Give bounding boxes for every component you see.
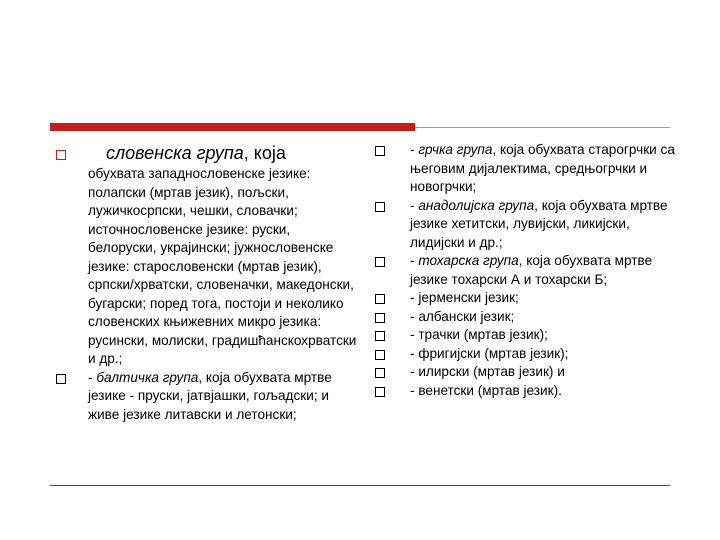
square-bullet-icon: [375, 257, 385, 267]
square-bullet-icon: [375, 202, 385, 212]
square-bullet-icon: [375, 313, 385, 323]
right-item: - илирски (мртав језик) и: [410, 363, 680, 382]
right-item: - грчка група, која обухвата старогрчки са његовим дијалектима, средњогрчки и новогрчки;: [410, 141, 680, 197]
right-item: - фригијски (мртав језик);: [410, 345, 680, 364]
right-column: [410, 141, 680, 400]
square-bullet-icon: [375, 350, 385, 360]
slavic-body: обухвата западнословенске језике: полапски (мртав језик), пољски, лужичкосрпски, чешки, словачки; источнословенске језике: руски, белоруски, украјински; јужнословенске језике: старословенски (мртав језик), српски/хрватски, словеначки, македонски, бугарски; поред тога, постоји и неколико словенских књижевних микро језика: русински, молиски, градишћанскохрватски и др.;: [88, 166, 357, 366]
right-item: - венетски (мртав језик).: [410, 382, 680, 401]
square-bullet-icon: [56, 374, 66, 384]
square-bullet-icon: [375, 387, 385, 397]
square-bullet-icon: [375, 331, 385, 341]
square-bullet-icon: [56, 150, 66, 160]
square-bullet-icon: [375, 146, 385, 156]
right-item: - тохарска група, која обухвата мртве језике тохарски А и тохарски Б;: [410, 252, 680, 289]
footer-rule: [50, 485, 670, 486]
header-accent-bar: [50, 123, 415, 131]
right-item: - албански језик;: [410, 308, 680, 327]
square-bullet-icon: [375, 294, 385, 304]
left-item-slavic: [88, 141, 360, 369]
square-bullet-icon: [375, 368, 385, 378]
left-column: [88, 141, 360, 424]
right-item: - трачки (мртав језик);: [410, 326, 680, 345]
slavic-lead: словенска група, која: [106, 143, 286, 163]
left-item-baltic: - балтичка група, која обухвата мртве језике - пруски, јатвјашки, гољадски; и живе језике литавски и летонски;: [88, 369, 360, 425]
right-item: - анадолијска група, која обухвата мртве језике хетитски, лувијски, ликијски, лидијски и др.;: [410, 197, 680, 253]
right-item: - јерменски језик;: [410, 289, 680, 308]
